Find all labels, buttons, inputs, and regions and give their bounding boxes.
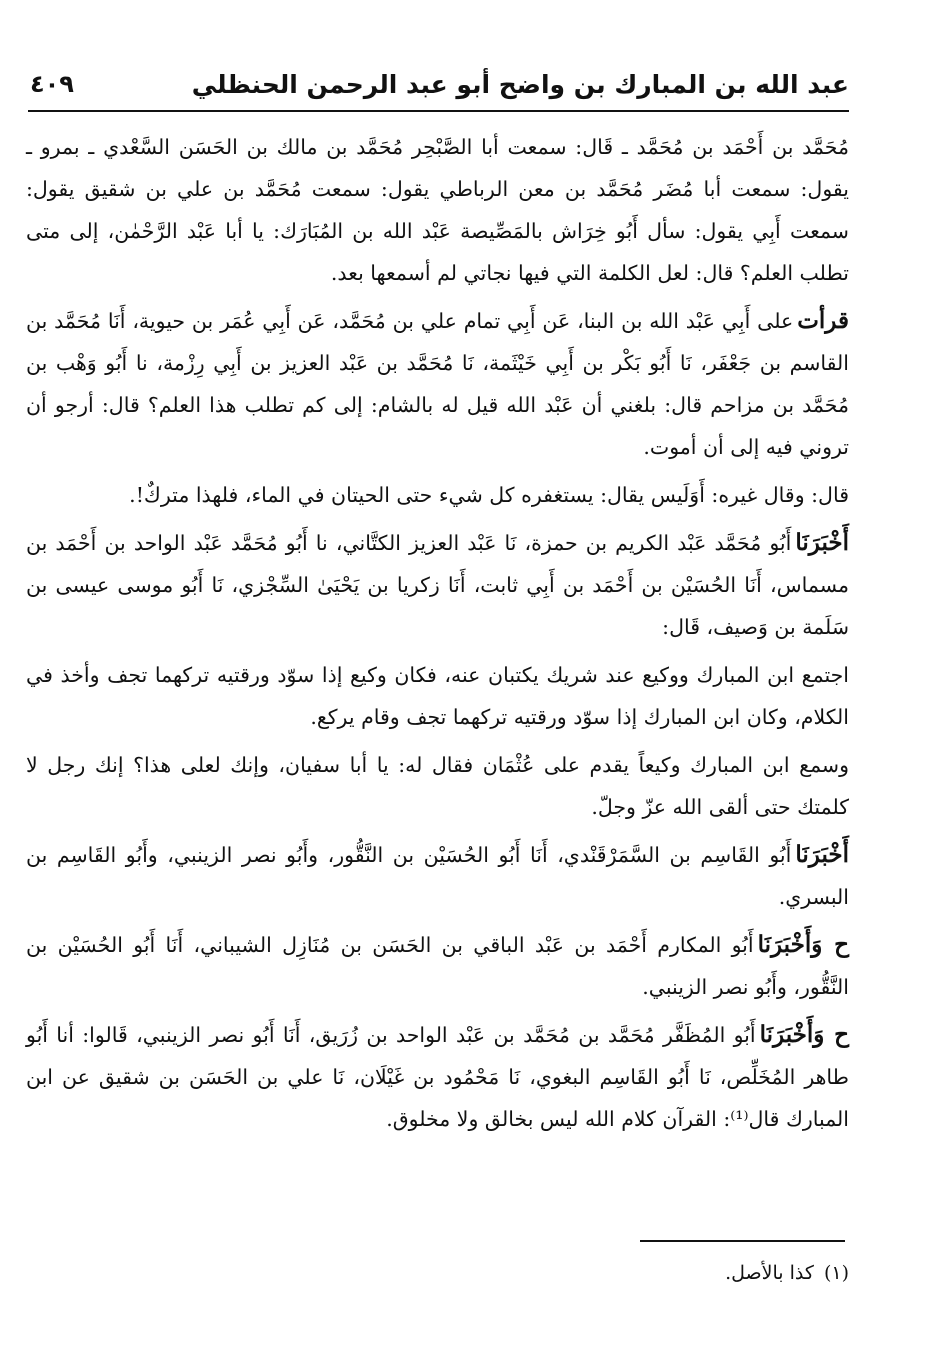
header-rule	[28, 110, 849, 112]
footnote	[400, 1262, 849, 1284]
paragraph-lead: أَخْبَرَنَا	[795, 841, 849, 868]
paragraph-1	[26, 126, 849, 294]
footnote-text: كذا بالأصل.	[725, 1262, 814, 1284]
footnote-number: (١)	[823, 1262, 849, 1284]
paragraph-lead: ح وَأَخْبَرَنَا	[757, 931, 849, 958]
paragraph-4	[26, 522, 849, 648]
page-header	[30, 62, 849, 106]
footnote-rule	[640, 1240, 845, 1242]
paragraph-2	[26, 300, 849, 468]
paragraph-text: اجتمع ابن المبارك ووكيع عند شريك يكتبان عنه، فكان وكيع إذا سوّد ورقتيه تركهما تجف وأخذ في الكلام، وكان ابن المبارك إذا سوّد ورقتيه تركهما تجف وقام يركع.	[26, 663, 849, 729]
main-text	[26, 126, 849, 1146]
paragraph-text: أَبُو القَاسِم بن السَّمَرْقَنْدي، أَنَا أَبُو الحُسَيْن بن النَّقُّور، وأَبُو نصر الزينبي، وأَبُو القَاسِم بن البسري.	[26, 843, 849, 909]
page-number: ٤٠٩	[30, 70, 74, 98]
paragraph-9	[26, 1014, 849, 1140]
paragraph-text: على أَبِي عَبْد الله بن البنا، عَن أَبِي تمام علي بن مُحَمَّد، عَن أَبِي عُمَر بن حيوية، أَنَا مُحَمَّد بن القاسم بن جَعْفَر، نَا أَبُو بَكْر بن أَبِي خَيْثَمة، نَا مُحَمَّد بن عَبْد العزيز بن أَبِي رِزْمة، نا أَبُو وَهْب بن مُحَمَّد بن مزاحم قال: بلغني أن عَبْد الله قيل له بالشام: إلى كم تطلب هذا العلم؟ قال: أرجو أن تروني فيه إلى أن أموت.	[26, 309, 849, 459]
paragraph-lead: ح وَأَخْبَرَنَا	[759, 1021, 850, 1048]
paragraph-6	[26, 744, 849, 828]
running-title: عبد الله بن المبارك بن واضح أبو عبد الرحمن الحنظلي	[191, 69, 849, 99]
paragraph-text: أَبُو مُحَمَّد عَبْد الكريم بن حمزة، نَا عَبْد العزيز الكتَّاني، نا أَبُو مُحَمَّد عَبْد الواحد بن أَحْمَد بن مسماس، أَنَا الحُسَيْن بن أَحْمَد بن أَبِي ثابت، أَنَا زكريا بن يَحْيَىٰ السِّجْزي، نَا أَبُو موسى عيسى بن سَلَمة بن وَصيف، قَال:	[26, 531, 849, 639]
paragraph-text: أَبُو المكارم أَحْمَد بن عَبْد الباقي بن الحَسَن بن مُنَازِل الشيباني، أَنَا أَبُو الحُسَيْن بن النَّقُّور، وأَبُو نصر الزينبي.	[26, 933, 849, 999]
paragraph-text: وسمع ابن المبارك وكيعاً يقدم على عُثْمَان فقال له: يا أبا سفيان، وإنك لعلى هذا؟ إنك رجل لا كلمتك حتى ألقى الله عزّ وجلّ.	[26, 753, 849, 819]
paragraph-lead: أَخْبَرَنَا	[795, 529, 849, 556]
paragraph-3	[26, 474, 849, 516]
paragraph-text: أَبُو المُظَفَّر مُحَمَّد بن مُحَمَّد بن عَبْد الواحد بن زُرَيق، أَنَا أَبُو نصر الزينبي، قَالوا: أنا أَبُو طاهر المُخَلِّص، نَا أَبُو القَاسِم البغوي، نَا مَحْمُود بن غَيْلَان، نَا علي بن الحَسَن بن شقيق عن ابن المبارك قال⁽¹⁾: القرآن كلام الله ليس بخالق ولا مخلوق.	[26, 1023, 849, 1131]
paragraph-text: قال: وقال غيره: أَوَلَيس يقال: يستغفره كل شيء حتى الحيتان في الماء، فلهذا متركٌ!.	[129, 483, 849, 507]
paragraph-text: مُحَمَّد بن أَحْمَد بن مُحَمَّد ـ قَال: سمعت أبا الصَّبْحِر مُحَمَّد بن مالك بن الحَسَن السَّعْدي ـ بمرو ـ يقول: سمعت أبا مُضَر مُحَمَّد بن معن الرباطي يقول: سمعت مُحَمَّد بن علي بن شقيق يقول: سمعت أَبِي يقول: سأل أَبُو خِرَاش بالمَصِّيصة عَبْد الله بن المُبَارَك: يا أبا عَبْد الرَّحْمٰن، إلى متى تطلب العلم؟ قال: لعل الكلمة التي فيها نجاتي لم أسمعها بعد.	[26, 135, 849, 285]
paragraph-5	[26, 654, 849, 738]
paragraph-lead: قرأت	[797, 307, 849, 334]
paragraph-7	[26, 834, 849, 918]
paragraph-8	[26, 924, 849, 1008]
